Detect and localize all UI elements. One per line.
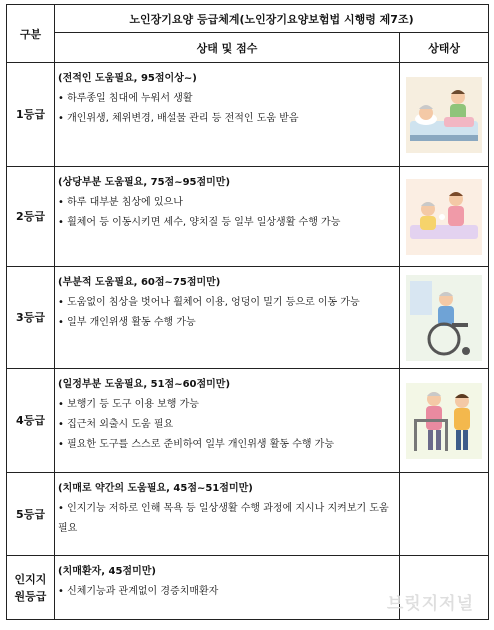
grade-row <box>7 473 489 556</box>
grade-label: 1등급 <box>7 63 55 167</box>
care-grade-table <box>6 4 489 620</box>
state-cell <box>55 267 400 369</box>
grade-label: 4등급 <box>7 369 55 473</box>
list-item: • 일부 개인위생 활동 수행 가능 <box>58 317 196 328</box>
list-item: • 신체기능과 관계없이 경증치매환자 <box>58 586 219 597</box>
list-item: • 도움없이 침상을 벗어나 휠체어 이용, 엉덩이 밀기 등으로 이동 가능 <box>58 297 360 308</box>
list-item: • 하루 대부분 침상에 있으나 <box>58 197 183 208</box>
illustration-cell <box>400 167 489 267</box>
condition-text: (상당부분 도움필요, 75점~95점미만) <box>58 177 231 188</box>
illustration-cell <box>400 369 489 473</box>
list-item: • 개인위생, 체위변경, 배설물 관리 등 전적인 도움 받음 <box>58 113 299 124</box>
state-cell <box>55 63 400 167</box>
illustration-cell <box>400 473 489 556</box>
state-cell <box>55 556 400 620</box>
list-item: • 휠체어 등 이동시키면 세수, 양치질 등 일부 일상생활 수행 가능 <box>58 217 341 228</box>
assisted-care-icon <box>400 179 488 255</box>
subheader-row <box>7 33 489 63</box>
list-item: • 하루종일 침대에 누워서 생활 <box>58 93 193 104</box>
list-item: • 인지기능 저하로 인해 목욕 등 일상생활 수행 과정에 지시나 지켜보기 도움 필요 <box>58 503 389 534</box>
grade-label: 5등급 <box>7 473 55 556</box>
list-item: • 보행기 등 도구 이용 보행 가능 <box>58 399 199 410</box>
list-item: • 필요한 도구를 스스로 준비하여 일부 개인위생 활동 수행 가능 <box>58 439 335 450</box>
illustration-cell <box>400 267 489 369</box>
condition-text: (일정부분 도움필요, 51점~60점미만) <box>58 379 231 390</box>
state-column-header: 상태 및 점수 <box>55 33 400 63</box>
grade-column-header: 구분 <box>7 5 55 63</box>
image-column-header: 상태상 <box>400 33 489 63</box>
grade-label: 인지지 원등급 <box>7 556 55 620</box>
condition-text: (전적인 도움필요, 95점이상~) <box>58 73 197 84</box>
condition-text: (치매환자, 45점미만) <box>58 566 156 577</box>
header-row <box>7 5 489 33</box>
grade-label: 2등급 <box>7 167 55 267</box>
watermark: 브릿지저널 <box>386 594 474 614</box>
grade-row <box>7 63 489 167</box>
walker-user-icon <box>400 383 488 459</box>
state-cell <box>55 167 400 267</box>
grade-row <box>7 267 489 369</box>
system-title: 노인장기요양 등급체계(노인장기요양보험법 시행령 제7조) <box>55 5 489 33</box>
state-cell <box>55 473 400 556</box>
grade-row <box>7 369 489 473</box>
grade-label: 3등급 <box>7 267 55 369</box>
illustration-cell <box>400 63 489 167</box>
list-item: • 집근처 외출시 도움 필요 <box>58 419 174 430</box>
wheelchair-user-icon <box>400 275 488 361</box>
condition-text: (부분적 도움필요, 60점~75점미만) <box>58 277 221 288</box>
condition-text: (치매로 약간의 도움필요, 45점~51점미만) <box>58 483 253 494</box>
state-cell <box>55 369 400 473</box>
grade-row <box>7 167 489 267</box>
bedridden-elder-icon <box>400 77 488 153</box>
